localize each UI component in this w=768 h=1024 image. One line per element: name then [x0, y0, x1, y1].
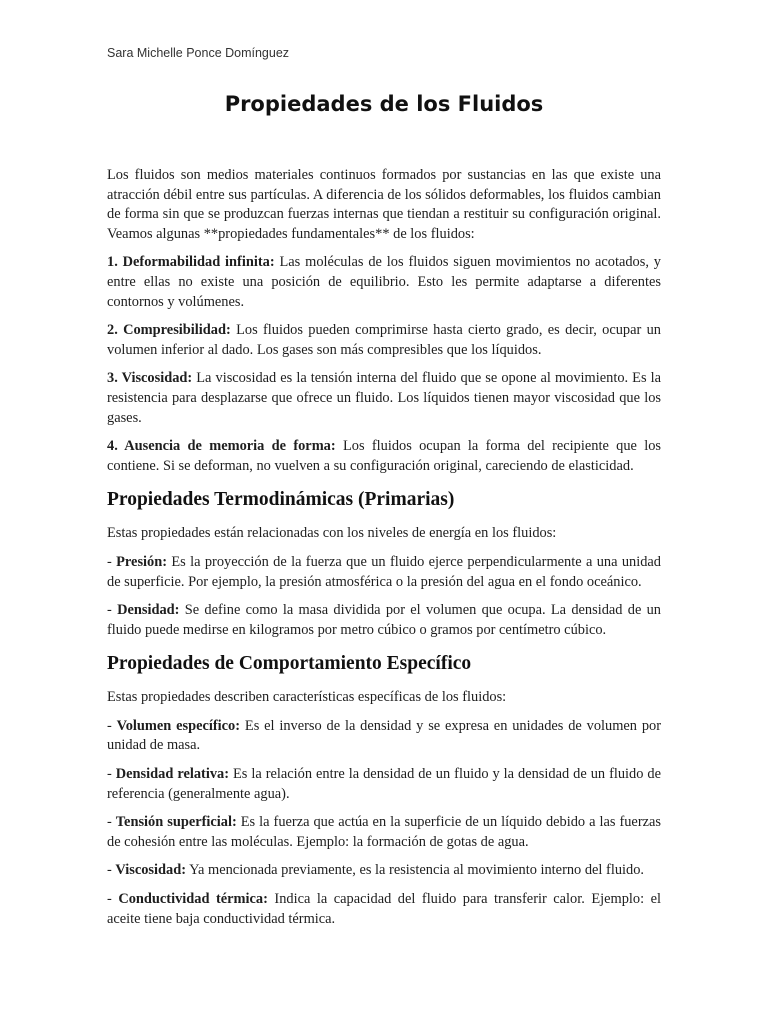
list-dash: - — [107, 717, 117, 734]
property-item — [107, 553, 661, 592]
intro-paragraph: Los fluidos son medios materiales continuos formados por sustancias en las que existe una atracción débil entre sus partículas. A diferencia de los sólidos deformables, los fluidos cambian de forma sin que se produzcan fuerzas internas que tiendan a restituir su configuración original. Veamos algunas **propiedades fundamentales** de los fluidos: — [107, 167, 661, 242]
property-text: Es el inverso de la densidad y se expresa en unidades de volumen por unidad de masa. — [107, 717, 662, 754]
property-text: Las moléculas de los fluidos siguen movimientos no acotados, y entre ellas no existe una posición de equilibrio. Esto les permite adaptarse a diferentes contornos y volúmenes. — [107, 254, 661, 310]
property-item — [107, 861, 661, 881]
list-dash: - — [107, 553, 117, 570]
property-item — [107, 253, 661, 312]
property-text: Es la proyección de la fuerza que un fluido ejerce perpendicularmente a una unidad de superficie. Por ejemplo, la presión atmosférica o la presión del agua en el fondo oceánico. — [107, 553, 661, 590]
property-text: Los fluidos ocupan la forma del recipiente que los contiene. Si se deforman, no vuelven a su configuración original, careciendo de elasticidad. — [107, 438, 661, 474]
section-heading-specific: Propiedades de Comportamiento Específico — [107, 653, 472, 675]
list-dash: - — [107, 862, 116, 879]
property-label: Volumen específico: — [116, 717, 241, 734]
section-intro: Estas propiedades describen características específicas de los fluidos: — [107, 689, 507, 706]
document-body — [107, 166, 661, 938]
property-label: Presión: — [116, 553, 168, 570]
list-dash: - — [107, 891, 119, 908]
property-text: Es la relación entre la densidad de un fluido y la densidad de un fluido de referencia (generalmente agua). — [107, 766, 661, 802]
section-intro: Estas propiedades están relacionadas con los niveles de energía en los fluidos: — [107, 525, 557, 542]
list-dash: - — [107, 602, 118, 619]
property-label: Densidad relativa: — [115, 766, 230, 783]
property-text: Ya mencionada previamente, es la resistencia al movimiento interno del fluido. — [186, 862, 645, 879]
property-text: La viscosidad es la tensión interna del fluido que se opone al movimiento. Es la resistencia para desplazarse que ofrece un fluido. Los líquidos tienen mayor viscosidad que los gases. — [107, 370, 661, 426]
property-label: 2. Compresibilidad: — [107, 322, 231, 339]
document-title: Propiedades de los Fluidos — [224, 92, 544, 116]
property-label: 3. Viscosidad: — [107, 370, 193, 387]
property-label: Tensión superficial: — [115, 814, 237, 831]
property-text: Es la fuerza que actúa en la superficie de un líquido debido a las fuerzas de cohesión entre las moléculas. Ejemplo: la formación de gotas de agua. — [107, 814, 661, 850]
list-dash: - — [107, 814, 116, 831]
property-item — [107, 813, 661, 852]
property-item — [107, 321, 661, 360]
property-label: Conductividad térmica: — [118, 891, 268, 908]
property-label: Densidad: — [117, 602, 180, 619]
fundamental-properties-list — [107, 253, 661, 476]
author-name: Sara Michelle Ponce Domínguez — [107, 46, 290, 60]
property-item — [107, 437, 661, 476]
property-label: 1. Deformabilidad infinita: — [107, 254, 275, 271]
property-label: Viscosidad: — [115, 862, 187, 879]
section-heading-thermo: Propiedades Termodinámicas (Primarias) — [107, 489, 455, 511]
property-item — [107, 765, 661, 804]
property-item — [107, 369, 661, 428]
property-label: 4. Ausencia de memoria de forma: — [107, 438, 336, 455]
property-item — [107, 890, 661, 929]
property-item — [107, 717, 661, 756]
property-text: Los fluidos pueden comprimirse hasta cierto grado, es decir, ocupar un volumen inferior al dado. Los gases son más compresibles que los líquidos. — [107, 322, 661, 358]
list-dash: - — [107, 766, 116, 783]
property-text: Se define como la masa dividida por el volumen que ocupa. La densidad de un fluido puede medirse en kilogramos por metro cúbico o gramos por centímetro cúbico. — [107, 602, 662, 638]
property-text: Indica la capacidad del fluido para transferir calor. Ejemplo: el aceite tiene baja conductividad térmica. — [107, 891, 662, 927]
property-item — [107, 601, 661, 640]
